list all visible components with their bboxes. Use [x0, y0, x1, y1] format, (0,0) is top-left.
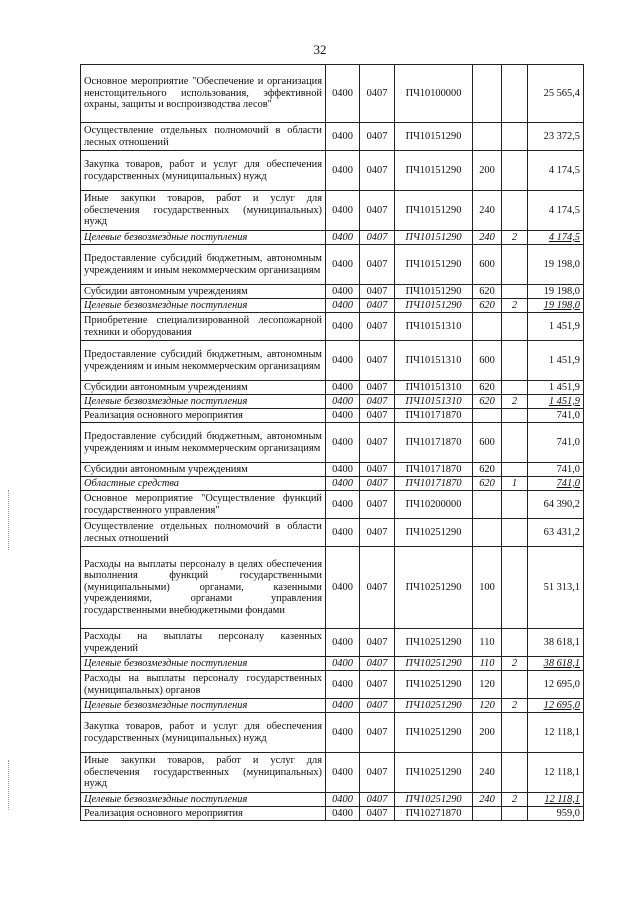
funding-source-cell	[502, 341, 528, 381]
funding-source-cell	[502, 671, 528, 699]
target-article-cell: ПЧ10251290	[395, 793, 473, 807]
section-code-cell: 0400	[326, 341, 360, 381]
expense-name-cell: Реализация основного мероприятия	[81, 807, 326, 821]
funding-source-cell	[502, 519, 528, 547]
subsection-code-cell: 0407	[360, 671, 395, 699]
target-article-cell: ПЧ10151310	[395, 313, 473, 341]
table-row	[81, 313, 584, 341]
target-article-cell: ПЧ10171870	[395, 409, 473, 423]
section-code-cell: 0400	[326, 395, 360, 409]
subsection-code-cell: 0407	[360, 547, 395, 629]
funding-source-cell	[502, 151, 528, 191]
section-code-cell: 0400	[326, 231, 360, 245]
expense-name-cell: Иные закупки товаров, работ и услуг для обеспечения государственных (муниципальных) нужд	[81, 753, 326, 793]
amount-cell: 38 618,1	[528, 629, 584, 657]
amount-cell: 1 451,9	[528, 341, 584, 381]
amount-cell: 12 695,0	[528, 671, 584, 699]
table-row	[81, 807, 584, 821]
expense-name-cell: Предоставление субсидий бюджетным, автономным учреждениям и иным некоммерческим организациям	[81, 341, 326, 381]
subsection-code-cell: 0407	[360, 807, 395, 821]
target-article-cell: ПЧ10151310	[395, 341, 473, 381]
expense-name-cell: Приобретение специализированной лесопожарной техники и оборудования	[81, 313, 326, 341]
expense-type-cell: 620	[473, 285, 502, 299]
target-article-cell: ПЧ10271870	[395, 807, 473, 821]
amount-cell: 741,0	[528, 463, 584, 477]
section-code-cell: 0400	[326, 191, 360, 231]
amount-cell: 19 198,0	[528, 245, 584, 285]
funding-source-cell	[502, 65, 528, 123]
table-row	[81, 285, 584, 299]
section-code-cell: 0400	[326, 699, 360, 713]
amount-cell: 12 118,1	[528, 713, 584, 753]
target-article-cell: ПЧ10151290	[395, 245, 473, 285]
section-code-cell: 0400	[326, 245, 360, 285]
amount-cell: 741,0	[528, 423, 584, 463]
expense-name-cell: Закупка товаров, работ и услуг для обеспечения государственных (муниципальных) нужд	[81, 713, 326, 753]
subsection-code-cell: 0407	[360, 191, 395, 231]
section-code-cell: 0400	[326, 65, 360, 123]
table-row	[81, 753, 584, 793]
expense-type-cell: 600	[473, 245, 502, 285]
expense-type-cell	[473, 65, 502, 123]
funding-source-cell	[502, 753, 528, 793]
section-code-cell: 0400	[326, 151, 360, 191]
expense-name-cell: Закупка товаров, работ и услуг для обеспечения государственных (муниципальных) нужд	[81, 151, 326, 191]
expense-type-cell: 240	[473, 753, 502, 793]
section-code-cell: 0400	[326, 713, 360, 753]
target-article-cell: ПЧ10100000	[395, 65, 473, 123]
section-code-cell: 0400	[326, 463, 360, 477]
subsection-code-cell: 0407	[360, 395, 395, 409]
amount-cell: 64 390,2	[528, 491, 584, 519]
expense-type-cell: 240	[473, 191, 502, 231]
table-row	[81, 65, 584, 123]
expense-type-cell	[473, 491, 502, 519]
table-row	[81, 191, 584, 231]
subsection-code-cell: 0407	[360, 519, 395, 547]
subsection-code-cell: 0407	[360, 713, 395, 753]
expense-type-cell: 110	[473, 657, 502, 671]
subsection-code-cell: 0407	[360, 423, 395, 463]
target-article-cell: ПЧ10171870	[395, 463, 473, 477]
target-article-cell: ПЧ10251290	[395, 629, 473, 657]
expense-type-cell: 110	[473, 629, 502, 657]
table-row	[81, 519, 584, 547]
expense-type-cell	[473, 409, 502, 423]
amount-cell: 4 174,5	[528, 191, 584, 231]
funding-source-cell	[502, 381, 528, 395]
funding-source-cell: 2	[502, 793, 528, 807]
table-row	[81, 491, 584, 519]
target-article-cell: ПЧ10151290	[395, 191, 473, 231]
target-article-cell: ПЧ10251290	[395, 753, 473, 793]
expense-name-cell: Основное мероприятие "Обеспечение и организация ненстощительного использования, эффективной охраны, защиты и воспроизводства лесов"	[81, 65, 326, 123]
funding-source-cell	[502, 123, 528, 151]
target-article-cell: ПЧ10171870	[395, 477, 473, 491]
expense-name-cell: Осуществление отдельных полномочий в области лесных отношений	[81, 123, 326, 151]
target-article-cell: ПЧ10151310	[395, 381, 473, 395]
expense-type-cell: 600	[473, 423, 502, 463]
target-article-cell: ПЧ10151290	[395, 123, 473, 151]
section-code-cell: 0400	[326, 477, 360, 491]
expense-name-cell: Областные средства	[81, 477, 326, 491]
expense-name-cell: Целевые безвозмездные поступления	[81, 395, 326, 409]
amount-cell: 51 313,1	[528, 547, 584, 629]
funding-source-cell	[502, 423, 528, 463]
expense-type-cell: 120	[473, 671, 502, 699]
amount-cell: 1 451,9	[528, 313, 584, 341]
amount-cell: 19 198,0	[528, 299, 584, 313]
target-article-cell: ПЧ10251290	[395, 671, 473, 699]
table-row	[81, 245, 584, 285]
section-code-cell: 0400	[326, 299, 360, 313]
subsection-code-cell: 0407	[360, 491, 395, 519]
expense-name-cell: Иные закупки товаров, работ и услуг для обеспечения государственных (муниципальных) нужд	[81, 191, 326, 231]
target-article-cell: ПЧ10251290	[395, 713, 473, 753]
amount-cell: 23 372,5	[528, 123, 584, 151]
target-article-cell: ПЧ10251290	[395, 547, 473, 629]
table-row	[81, 629, 584, 657]
expense-name-cell: Субсидии автономным учреждениям	[81, 381, 326, 395]
expense-type-cell	[473, 313, 502, 341]
table-row	[81, 123, 584, 151]
expense-name-cell: Целевые безвозмездные поступления	[81, 657, 326, 671]
target-article-cell: ПЧ10251290	[395, 699, 473, 713]
amount-cell: 25 565,4	[528, 65, 584, 123]
table-row	[81, 671, 584, 699]
expense-name-cell: Субсидии автономным учреждениям	[81, 463, 326, 477]
table-row	[81, 477, 584, 491]
amount-cell: 12 695,0	[528, 699, 584, 713]
section-code-cell: 0400	[326, 285, 360, 299]
table-row	[81, 151, 584, 191]
subsection-code-cell: 0407	[360, 341, 395, 381]
subsection-code-cell: 0407	[360, 477, 395, 491]
funding-source-cell	[502, 191, 528, 231]
subsection-code-cell: 0407	[360, 231, 395, 245]
table-row	[81, 381, 584, 395]
expense-name-cell: Предоставление субсидий бюджетным, автономным учреждениям и иным некоммерческим организациям	[81, 245, 326, 285]
funding-source-cell: 1	[502, 477, 528, 491]
amount-cell: 4 174,5	[528, 231, 584, 245]
amount-cell: 12 118,1	[528, 753, 584, 793]
target-article-cell: ПЧ10151290	[395, 231, 473, 245]
section-code-cell: 0400	[326, 381, 360, 395]
subsection-code-cell: 0407	[360, 285, 395, 299]
expense-type-cell: 120	[473, 699, 502, 713]
expense-type-cell: 620	[473, 463, 502, 477]
amount-cell: 38 618,1	[528, 657, 584, 671]
funding-source-cell: 2	[502, 657, 528, 671]
amount-cell: 741,0	[528, 477, 584, 491]
expense-type-cell: 240	[473, 231, 502, 245]
expense-type-cell	[473, 807, 502, 821]
table-row	[81, 547, 584, 629]
funding-source-cell: 2	[502, 299, 528, 313]
amount-cell: 12 118,1	[528, 793, 584, 807]
table-row	[81, 699, 584, 713]
funding-source-cell	[502, 285, 528, 299]
expense-name-cell: Целевые безвозмездные поступления	[81, 699, 326, 713]
funding-source-cell	[502, 491, 528, 519]
subsection-code-cell: 0407	[360, 463, 395, 477]
target-article-cell: ПЧ10251290	[395, 657, 473, 671]
funding-source-cell	[502, 807, 528, 821]
page-number: 32	[313, 42, 327, 57]
target-article-cell: ПЧ10151290	[395, 285, 473, 299]
target-article-cell: ПЧ10151290	[395, 151, 473, 191]
subsection-code-cell: 0407	[360, 629, 395, 657]
table-row	[81, 423, 584, 463]
target-article-cell: ПЧ10171870	[395, 423, 473, 463]
amount-cell: 959,0	[528, 807, 584, 821]
table-row	[81, 463, 584, 477]
section-code-cell: 0400	[326, 313, 360, 341]
section-code-cell: 0400	[326, 671, 360, 699]
expense-type-cell	[473, 519, 502, 547]
section-code-cell: 0400	[326, 657, 360, 671]
scan-margin-mark	[8, 490, 10, 550]
expense-name-cell: Субсидии автономным учреждениям	[81, 285, 326, 299]
funding-source-cell: 2	[502, 231, 528, 245]
funding-source-cell: 2	[502, 395, 528, 409]
section-code-cell: 0400	[326, 547, 360, 629]
table-body	[81, 65, 584, 821]
subsection-code-cell: 0407	[360, 65, 395, 123]
funding-source-cell	[502, 629, 528, 657]
expense-name-cell: Расходы на выплаты персоналу казенных учреждений	[81, 629, 326, 657]
expense-type-cell: 100	[473, 547, 502, 629]
expense-name-cell: Расходы на выплаты персоналу в целях обеспечения выполнения функций государственными (муниципальными) органами, казенными учреждениями, органами управления государственными внебюджетными фондами	[81, 547, 326, 629]
table-row	[81, 341, 584, 381]
expense-name-cell: Основное мероприятие "Осуществление функций государственного управления"	[81, 491, 326, 519]
target-article-cell: ПЧ10151290	[395, 299, 473, 313]
section-code-cell: 0400	[326, 629, 360, 657]
budget-table	[80, 64, 584, 821]
amount-cell: 1 451,9	[528, 395, 584, 409]
expense-name-cell: Реализация основного мероприятия	[81, 409, 326, 423]
expense-type-cell: 620	[473, 381, 502, 395]
expense-type-cell: 200	[473, 151, 502, 191]
subsection-code-cell: 0407	[360, 299, 395, 313]
funding-source-cell	[502, 463, 528, 477]
expense-name-cell: Целевые безвозмездные поступления	[81, 231, 326, 245]
section-code-cell: 0400	[326, 753, 360, 793]
funding-source-cell	[502, 713, 528, 753]
funding-source-cell	[502, 547, 528, 629]
subsection-code-cell: 0407	[360, 151, 395, 191]
target-article-cell: ПЧ10251290	[395, 519, 473, 547]
expense-type-cell: 620	[473, 299, 502, 313]
target-article-cell: ПЧ10200000	[395, 491, 473, 519]
amount-cell: 19 198,0	[528, 285, 584, 299]
subsection-code-cell: 0407	[360, 381, 395, 395]
table-row	[81, 793, 584, 807]
expense-name-cell: Расходы на выплаты персоналу государственных (муниципальных) органов	[81, 671, 326, 699]
expense-type-cell: 620	[473, 477, 502, 491]
section-code-cell: 0400	[326, 491, 360, 519]
table-row	[81, 231, 584, 245]
scan-margin-mark	[8, 760, 10, 810]
expense-type-cell	[473, 123, 502, 151]
subsection-code-cell: 0407	[360, 753, 395, 793]
table-row	[81, 395, 584, 409]
subsection-code-cell: 0407	[360, 245, 395, 285]
funding-source-cell	[502, 409, 528, 423]
expense-type-cell: 620	[473, 395, 502, 409]
expense-name-cell: Предоставление субсидий бюджетным, автономным учреждениям и иным некоммерческим организациям	[81, 423, 326, 463]
table-row	[81, 409, 584, 423]
funding-source-cell	[502, 313, 528, 341]
section-code-cell: 0400	[326, 423, 360, 463]
section-code-cell: 0400	[326, 793, 360, 807]
subsection-code-cell: 0407	[360, 699, 395, 713]
expense-name-cell: Целевые безвозмездные поступления	[81, 299, 326, 313]
amount-cell: 1 451,9	[528, 381, 584, 395]
amount-cell: 63 431,2	[528, 519, 584, 547]
section-code-cell: 0400	[326, 519, 360, 547]
section-code-cell: 0400	[326, 409, 360, 423]
target-article-cell: ПЧ10151310	[395, 395, 473, 409]
amount-cell: 741,0	[528, 409, 584, 423]
subsection-code-cell: 0407	[360, 123, 395, 151]
subsection-code-cell: 0407	[360, 793, 395, 807]
expense-type-cell: 240	[473, 793, 502, 807]
amount-cell: 4 174,5	[528, 151, 584, 191]
subsection-code-cell: 0407	[360, 313, 395, 341]
table-row	[81, 299, 584, 313]
section-code-cell: 0400	[326, 123, 360, 151]
subsection-code-cell: 0407	[360, 409, 395, 423]
expense-name-cell: Целевые безвозмездные поступления	[81, 793, 326, 807]
expense-name-cell: Осуществление отдельных полномочий в области лесных отношений	[81, 519, 326, 547]
expense-type-cell: 600	[473, 341, 502, 381]
funding-source-cell: 2	[502, 699, 528, 713]
table-row	[81, 657, 584, 671]
subsection-code-cell: 0407	[360, 657, 395, 671]
table-row	[81, 713, 584, 753]
section-code-cell: 0400	[326, 807, 360, 821]
expense-type-cell: 200	[473, 713, 502, 753]
funding-source-cell	[502, 245, 528, 285]
